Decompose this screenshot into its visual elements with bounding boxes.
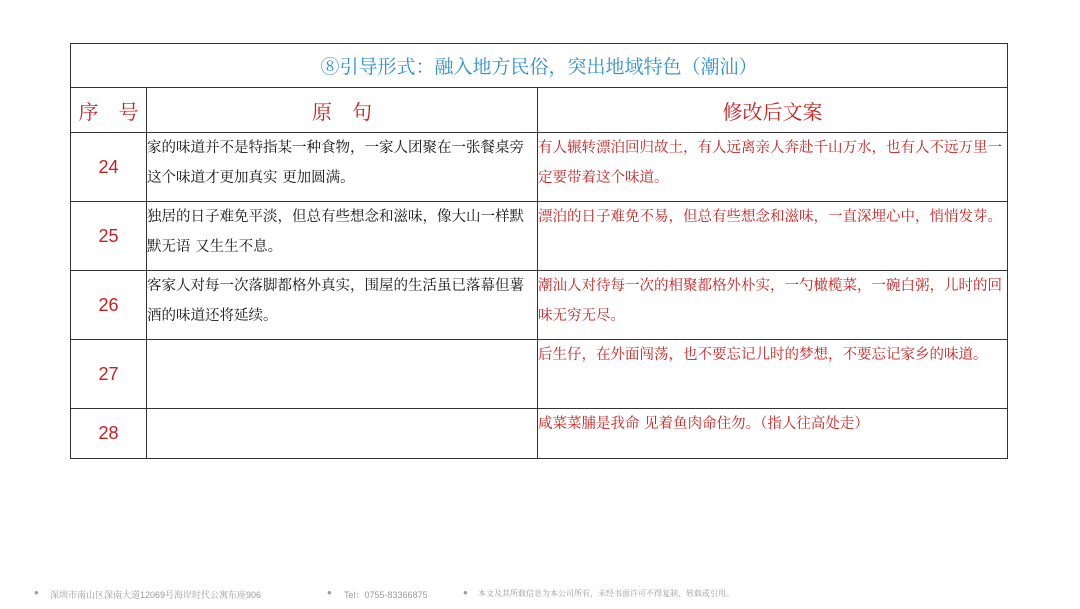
header-number: 序 号 xyxy=(71,88,147,133)
header-original: 原 句 xyxy=(147,88,538,133)
revised-text: 漂泊的日子难免不易，但总有些想念和滋味，一直深埋心中，悄悄发芽。 xyxy=(538,202,1008,271)
footer-bullet-icon: ● xyxy=(34,588,39,597)
revised-text: 咸菜菜脯是我命 见着鱼肉命住勿。（指人往高处走） xyxy=(538,409,1008,459)
revised-text: 潮汕人对待每一次的相聚都格外朴实，一勺橄榄菜，一碗白粥，儿时的回味无穷无尽。 xyxy=(538,271,1008,340)
table-header-row xyxy=(71,88,1008,133)
original-text xyxy=(147,340,538,409)
row-number: 27 xyxy=(71,340,147,409)
footer-bullet-icon: ● xyxy=(463,588,468,597)
table-title-row xyxy=(71,44,1008,88)
row-number: 26 xyxy=(71,271,147,340)
original-text xyxy=(147,409,538,459)
copy-revision-table xyxy=(70,43,1008,459)
original-text: 家的味道并不是特指某一种食物，一家人团聚在一张餐桌旁这个味道才更加真实 更加圆满。 xyxy=(147,133,538,202)
original-text: 客家人对每一次落脚都格外真实，围屋的生活虽已落幕但薯酒的味道还将延续。 xyxy=(147,271,538,340)
table-row xyxy=(71,340,1008,409)
table-row xyxy=(71,202,1008,271)
revised-text: 后生仔，在外面闯荡，也不要忘记儿时的梦想，不要忘记家乡的味道。 xyxy=(538,340,1008,409)
row-number: 28 xyxy=(71,409,147,459)
page-footer xyxy=(0,586,1080,604)
original-text: 独居的日子难免平淡，但总有些想念和滋味，像大山一样默默无语 又生生不息。 xyxy=(147,202,538,271)
footer-bullet-icon: ● xyxy=(327,588,332,597)
table-row xyxy=(71,133,1008,202)
table-row xyxy=(71,271,1008,340)
row-number: 25 xyxy=(71,202,147,271)
footer-phone: Tel：0755-83366875 xyxy=(344,590,428,600)
header-revised: 修改后文案 xyxy=(538,88,1008,133)
row-number: 24 xyxy=(71,133,147,202)
table-row xyxy=(71,409,1008,459)
table-title: ⑧引导形式：融入地方民俗，突出地域特色（潮汕） xyxy=(71,44,1008,88)
footer-notice: 本文及其所载信息为本公司所有，未经书面许可不得复制、转载或引用。 xyxy=(478,589,734,598)
footer-address: 深圳市南山区深南大道12069号海岸时代公寓东座906 xyxy=(50,590,262,600)
revised-text: 有人辗转漂泊回归故土，有人远离亲人奔赴千山万水，也有人不远万里一定要带着这个味道。 xyxy=(538,133,1008,202)
